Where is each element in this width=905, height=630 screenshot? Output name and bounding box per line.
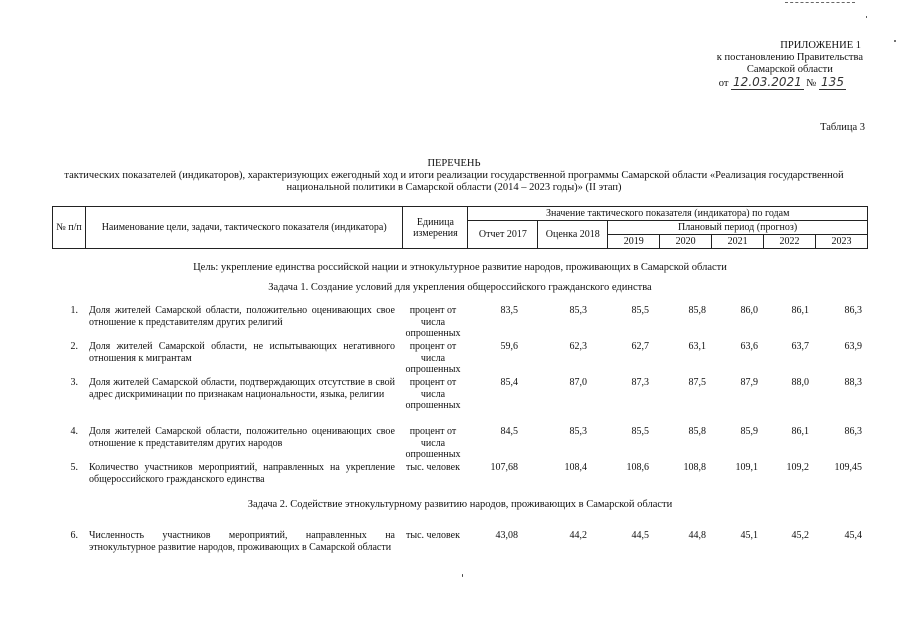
col-year: 2019 [608,235,660,249]
row-number: 6. [70,530,78,541]
value-2022: 86,1 [791,305,809,316]
value-estimate-2018: 87,0 [569,377,587,388]
indicator-unit: процент от числа опрошенных [405,305,461,339]
number-label: № [806,78,817,89]
value-report-2017: 83,5 [500,305,518,316]
value-2021: 85,9 [740,426,758,437]
decree-number: 135 [821,75,844,89]
value-estimate-2018: 85,3 [569,426,587,437]
from-label: от [718,78,729,89]
value-report-2017: 107,68 [490,462,518,473]
value-2023: 45,4 [844,530,862,541]
goal-heading: Цель: укрепление единства российской нации и этнокультурное развитие народов, проживающих в Самарской области [193,262,727,273]
value-2022: 45,2 [791,530,809,541]
value-estimate-2018: 108,4 [564,462,587,473]
value-2021: 45,1 [740,530,758,541]
value-2023: 86,3 [844,305,862,316]
indicator-name: Доля жителей Самарской области, положительно оценивающих свое отношение к представителям других религий [89,305,395,328]
value-2023: 109,45 [834,462,862,473]
row-number: 3. [70,377,78,388]
indicator-name: Доля жителей Самарской области, подтверждающих отсутствие в свой адрес дискриминации по признакам национальности, языка, религии [89,377,395,400]
value-2022: 63,7 [791,341,809,352]
value-2020: 44,8 [688,530,706,541]
appendix-header [717,40,863,90]
value-2020: 63,1 [688,341,706,352]
col-num: № п/п [53,207,86,249]
table-label: Таблица 3 [820,122,865,133]
speck [462,574,463,577]
value-2021: 63,6 [740,341,758,352]
col-year: 2022 [764,235,816,249]
indicator-unit: тыс. человек [406,530,460,541]
value-2019: 85,5 [631,426,649,437]
indicator-unit: процент от числа опрошенных [405,341,461,375]
col-report: Отчет 2017 [468,221,538,249]
indicator-unit: процент от числа опрошенных [405,426,461,460]
value-report-2017: 43,08 [495,530,518,541]
row-number: 2. [70,341,78,352]
value-2020: 85,8 [688,426,706,437]
value-2019: 87,3 [631,377,649,388]
value-2023: 88,3 [844,377,862,388]
indicator-unit: тыс. человек [406,462,460,473]
value-2022: 86,1 [791,426,809,437]
col-year: 2020 [660,235,712,249]
col-year: 2023 [815,235,867,249]
title-line-2: тактических показателей (индикаторов), характеризующих ежегодный ход и итоги реализации государственной программы Самарской области «Реализация государственной [64,170,844,181]
indicator-name: Численность участников мероприятий, направленных на этнокультурное развитие народов, проживающих в Самарской области [89,530,395,553]
value-2019: 85,5 [631,305,649,316]
col-unit: Единица измерения [403,207,468,249]
indicator-name: Доля жителей Самарской области, не испытывающих негативного отношения к мигрантам [89,341,395,364]
row-number: 4. [70,426,78,437]
region-name: Самарской области [746,64,833,75]
value-report-2017: 84,5 [500,426,518,437]
value-2020: 87,5 [688,377,706,388]
value-report-2017: 59,6 [500,341,518,352]
indicator-name: Количество участников мероприятий, направленных на укрепление общероссийского гражданского единства [89,462,395,485]
speck [866,16,867,18]
value-report-2017: 85,4 [500,377,518,388]
task-1-heading: Задача 1. Создание условий для укрепления общероссийского гражданского единства [268,282,652,293]
row-number: 1. [70,305,78,316]
value-2021: 87,9 [740,377,758,388]
value-2019: 44,5 [631,530,649,541]
value-2019: 108,6 [626,462,649,473]
col-year: 2021 [712,235,764,249]
value-2021: 86,0 [740,305,758,316]
task-2-heading: Задача 2. Содействие этнокультурному развитию народов, проживающих в Самарской области [247,499,673,510]
document-title [40,158,868,194]
value-2022: 109,2 [786,462,809,473]
row-number: 5. [70,462,78,473]
speck [894,40,896,42]
indicator-unit: процент от числа опрошенных [405,377,461,411]
decree-date-line [717,76,863,90]
value-2022: 88,0 [791,377,809,388]
value-2023: 63,9 [844,341,862,352]
top-dashed-line [785,2,855,3]
col-name: Наименование цели, задачи, тактического показателя (индикатора) [85,207,402,249]
col-values-group: Значение тактического показателя (индикатора) по годам [468,207,868,221]
value-estimate-2018: 62,3 [569,341,587,352]
col-plan-group: Плановый период (прогноз) [608,221,868,235]
value-2023: 86,3 [844,426,862,437]
col-estimate: Оценка 2018 [538,221,608,249]
value-estimate-2018: 44,2 [569,530,587,541]
title-line-3: национальной политики в Самарской области (2014 – 2023 годы)» (II этап) [286,182,622,193]
decree-date: 12.03.2021 [733,75,802,89]
appendix-label: ПРИЛОЖЕНИЕ 1 [780,40,861,51]
decree-reference: к постановлению Правительства [716,52,863,63]
indicators-table-header [52,206,868,249]
title-heading: ПЕРЕЧЕНЬ [427,158,481,169]
value-2021: 109,1 [735,462,758,473]
indicator-name: Доля жителей Самарской области, положительно оценивающих свое отношение к представителям других народов [89,426,395,449]
value-2020: 108,8 [683,462,706,473]
value-estimate-2018: 85,3 [569,305,587,316]
value-2020: 85,8 [688,305,706,316]
value-2019: 62,7 [631,341,649,352]
